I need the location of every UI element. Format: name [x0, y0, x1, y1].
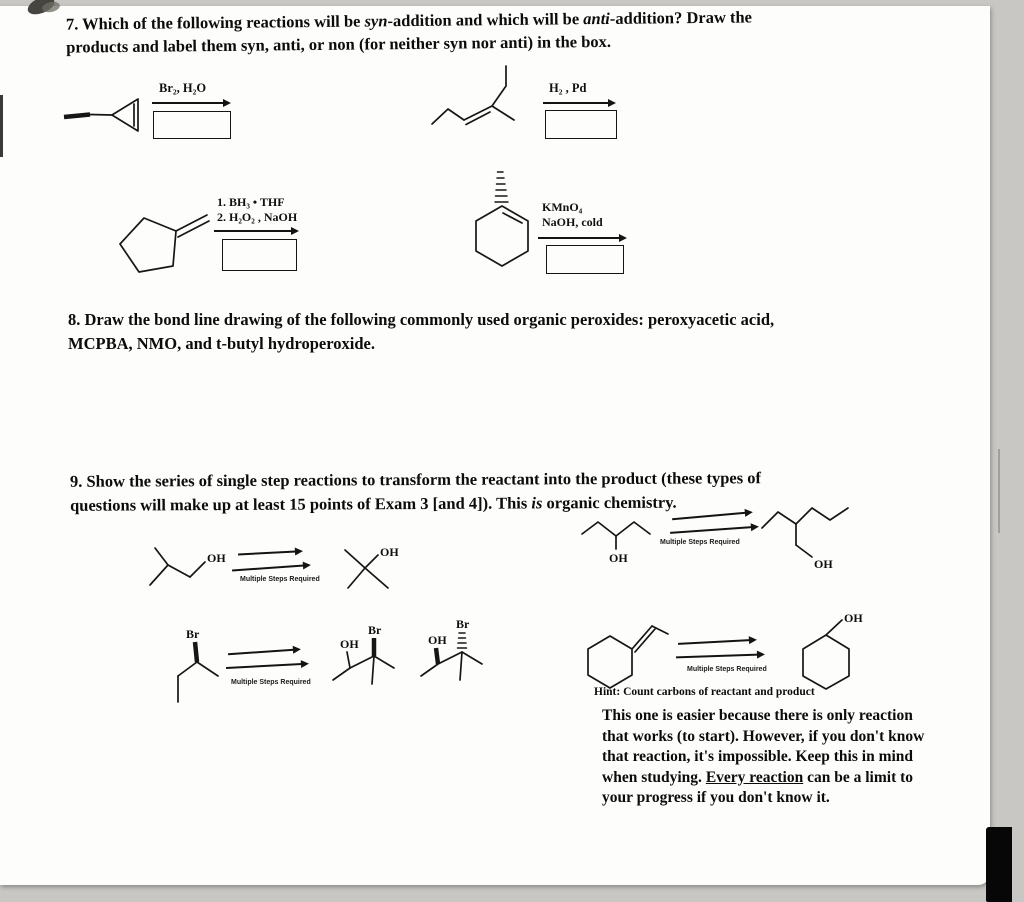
rxn-a-answer-box — [153, 111, 231, 139]
structure-9-bottomleft-reactant-bromide — [162, 620, 242, 718]
structure-7a-cyclopropene — [60, 86, 148, 144]
oh-label: OH — [844, 611, 863, 625]
structure-7b-alkene — [428, 60, 540, 138]
oh-label: OH — [340, 637, 359, 651]
oh-label: OH — [428, 633, 447, 647]
structure-9-left-product-alcohol — [340, 532, 416, 594]
rxn-a-reagent: Br₂, H₂O — [159, 81, 207, 95]
multi-step-label: Multiple Steps Required — [660, 539, 740, 546]
rxn-b-answer-box — [545, 110, 617, 139]
scan-edge-mark — [0, 95, 3, 157]
rxn-c-reagent-2: 2. H₂O₂ , NaOH — [217, 210, 298, 224]
q9-line2-post: organic chemistry. — [542, 492, 677, 513]
rxn-c-reagent-1: 1. BH₃ • THF — [217, 195, 285, 209]
scan-black-bar — [986, 827, 1012, 902]
rxn-d-reagent-1: KMnO₄ — [542, 200, 583, 214]
rxn-d-reagents — [542, 200, 603, 230]
q9-is-word: is — [531, 493, 543, 513]
br-label: Br — [368, 623, 382, 637]
q8-line1: 8. Draw the bond line drawing of the following commonly used organic peroxides: peroxyacetic acid, — [68, 310, 775, 329]
oh-label: OH — [207, 551, 226, 565]
structure-9-topright-product-alcohol — [752, 498, 867, 580]
rxn-d-answer-box — [546, 245, 624, 274]
q9-hint: Hint: Count carbons of reactant and product — [594, 686, 815, 698]
q9-note-part1: This one is easier because there is only reaction that works (to start). However, if you don't know that reaction, it's impossible. Keep this in mind when studying. — [602, 707, 925, 786]
multi-step-label: Multiple Steps Required — [231, 679, 311, 686]
rxn-b-reagent: H₂ , Pd — [549, 81, 587, 95]
rxn-c-arrow — [214, 230, 292, 232]
structure-9-left-reactant-alcohol — [145, 536, 237, 598]
q7-anti-word: anti — [583, 8, 610, 29]
structure-9-bottomright-reactant-alkene — [574, 606, 674, 698]
structure-9-bottomleft-product-2 — [418, 612, 494, 716]
q7-line1-pre: 7. Which of the following reactions will be — [65, 11, 365, 34]
q7-line1-post: -addition? Draw the — [609, 7, 753, 28]
q7-line1-mid: -addition and which will be — [387, 9, 584, 31]
br-label: Br — [456, 617, 470, 631]
q9-note-part2: can be a limit to your progress if you don't know it. — [602, 768, 914, 806]
question-7-text — [66, 5, 753, 58]
structure-7d-methylcyclohexene — [462, 166, 554, 290]
br-label: Br — [186, 627, 200, 641]
scan-line-artifact — [998, 449, 1000, 533]
q8-line2: MCPBA, NMO, and t-butyl hydroperoxide. — [68, 334, 375, 353]
structure-9-topright-reactant-alcohol — [576, 496, 676, 576]
multi-step-label: Multiple Steps Required — [687, 666, 767, 673]
multi-step-label: Multiple Steps Required — [240, 576, 320, 583]
question-8-text — [68, 308, 774, 356]
q7-line2: products and label them syn, anti, or non (for neither syn nor anti) in the box. — [66, 31, 612, 57]
q9-line2-pre: questions will make up at least 15 points of Exam 3 [and 4]). This — [70, 493, 532, 515]
rxn-b-arrow — [543, 102, 609, 104]
oh-label: OH — [814, 557, 833, 571]
rxn-c-reagents — [217, 195, 297, 225]
structure-9-bottomleft-product-1 — [330, 616, 406, 716]
structure-9-bottomright-product-alcohol — [778, 602, 890, 698]
rxn-a-arrow — [152, 102, 224, 104]
structure-7c-methylenecyclopentane — [112, 205, 220, 287]
rxn-c-answer-box — [222, 239, 297, 271]
q9-line1: 9. Show the series of single step reactions to transform the reactant into the product (these types of — [69, 468, 762, 491]
rxn-d-arrow — [538, 237, 620, 239]
oh-label: OH — [609, 551, 628, 565]
rxn-d-reagent-2: NaOH, cold — [542, 215, 603, 229]
oh-label: OH — [380, 545, 399, 559]
q9-note — [602, 706, 940, 809]
q7-syn-word: syn — [364, 11, 388, 31]
q9-note-emphasis: Every reaction — [705, 768, 804, 786]
